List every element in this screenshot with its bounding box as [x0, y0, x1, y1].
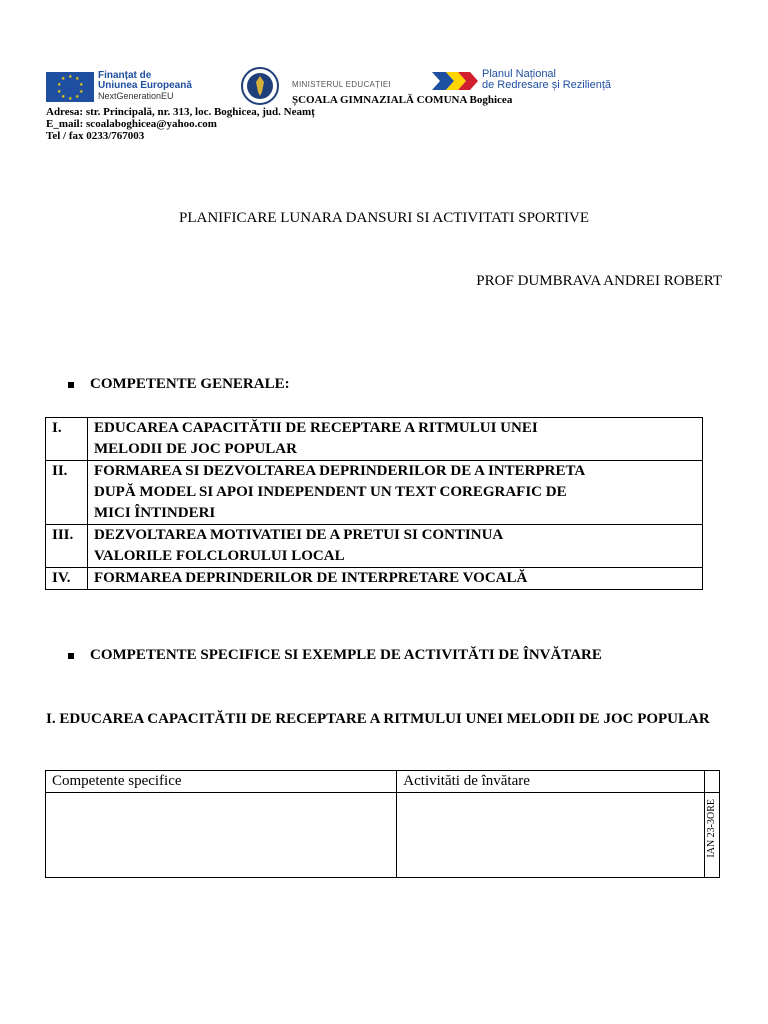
row-text	[88, 568, 703, 590]
general-heading-text: COMPETENTE GENERALE:	[90, 376, 290, 392]
table-row	[46, 418, 703, 461]
specific-heading-text: COMPETENTE SPECIFICE SI EXEMPLE DE ACTIVITĂTI DE ÎNVĂTARE	[90, 647, 602, 663]
cell-period	[704, 793, 719, 878]
general-competences-table	[45, 417, 703, 590]
row-line: MELODII DE JOC POPULAR	[94, 441, 297, 457]
pnrr-line1: Planul Național	[482, 68, 556, 80]
phone: Tel / fax 0233/767003	[46, 130, 145, 142]
address: Adresa: str. Principală, nr. 313, loc. Boghicea, jud. Neamț	[46, 106, 315, 118]
row-line: DEZVOLTAREA MOTIVATIEI DE A PRETUI SI CONTINUA	[94, 527, 504, 543]
ministry-name: MINISTERUL EDUCAȚIEI	[292, 80, 392, 89]
table-row	[46, 568, 703, 590]
header-activitati: Activităti de învătare	[397, 771, 704, 793]
eu-funding-text	[98, 71, 192, 101]
eu-text-line2: Uniunea Europeană	[98, 80, 192, 91]
school-name: ȘCOALA GIMNAZIALĂ COMUNA Boghicea	[292, 94, 513, 106]
section-title: I. EDUCAREA CAPACITĂTII DE RECEPTARE A RITMULUI UNEI MELODII DE JOC POPULAR	[46, 711, 710, 727]
eu-flag-logo: ★ ★ ★ ★ ★ ★ ★ ★ ★ ★	[46, 72, 94, 102]
row-number: IV.	[46, 568, 88, 590]
row-line: VALORILE FOLCLORULUI LOCAL	[94, 548, 345, 564]
row-number: I.	[46, 418, 88, 461]
row-line: FORMAREA SI DEZVOLTAREA DEPRINDERILOR DE A INTERPRETA	[94, 463, 586, 479]
eu-text-line1: Finanțat de	[98, 70, 152, 81]
table-row	[46, 461, 703, 525]
row-text	[88, 525, 703, 568]
general-competences-heading	[68, 376, 290, 393]
header-competente-specifice: Competente specifice	[46, 771, 397, 793]
pnrr-line2: de Redresare și Reziliență	[482, 79, 612, 91]
ministry-crest-icon	[240, 66, 280, 106]
teacher-name: PROF DUMBRAVA ANDREI ROBERT	[476, 273, 722, 289]
row-line: DUPĂ MODEL SI APOI INDEPENDENT UN TEXT COREGRAFIC DE	[94, 484, 567, 500]
row-text	[88, 461, 703, 525]
email: E_mail: scoalaboghicea@yahoo.com	[46, 118, 217, 130]
row-line: FORMAREA DEPRINDERILOR DE INTERPRETARE VOCALĂ	[94, 570, 528, 586]
table-header-row	[46, 771, 720, 793]
pnrr-text	[482, 69, 611, 91]
row-line: EDUCAREA CAPACITĂTII DE RECEPTARE A RITMULUI UNEI	[94, 420, 538, 436]
activities-table	[45, 770, 720, 878]
row-number: II.	[46, 461, 88, 525]
row-number: III.	[46, 525, 88, 568]
row-text	[88, 418, 703, 461]
cell-activitati	[397, 793, 704, 878]
bullet-square-icon	[68, 382, 74, 388]
cell-competente	[46, 793, 397, 878]
header-period	[704, 771, 719, 793]
period-note: IAN 23-3ORE	[705, 799, 717, 858]
row-line: MICI ÎNTINDERI	[94, 505, 216, 521]
table-row	[46, 793, 720, 878]
bullet-square-icon	[68, 653, 74, 659]
contact-block	[46, 106, 315, 142]
document-title: PLANIFICARE LUNARA DANSURI SI ACTIVITATI SPORTIVE	[179, 210, 589, 226]
specific-competences-heading	[68, 647, 602, 664]
eu-text-line3: NextGenerationEU	[98, 91, 174, 101]
pnrr-logo-icon	[432, 70, 478, 92]
table-row	[46, 525, 703, 568]
